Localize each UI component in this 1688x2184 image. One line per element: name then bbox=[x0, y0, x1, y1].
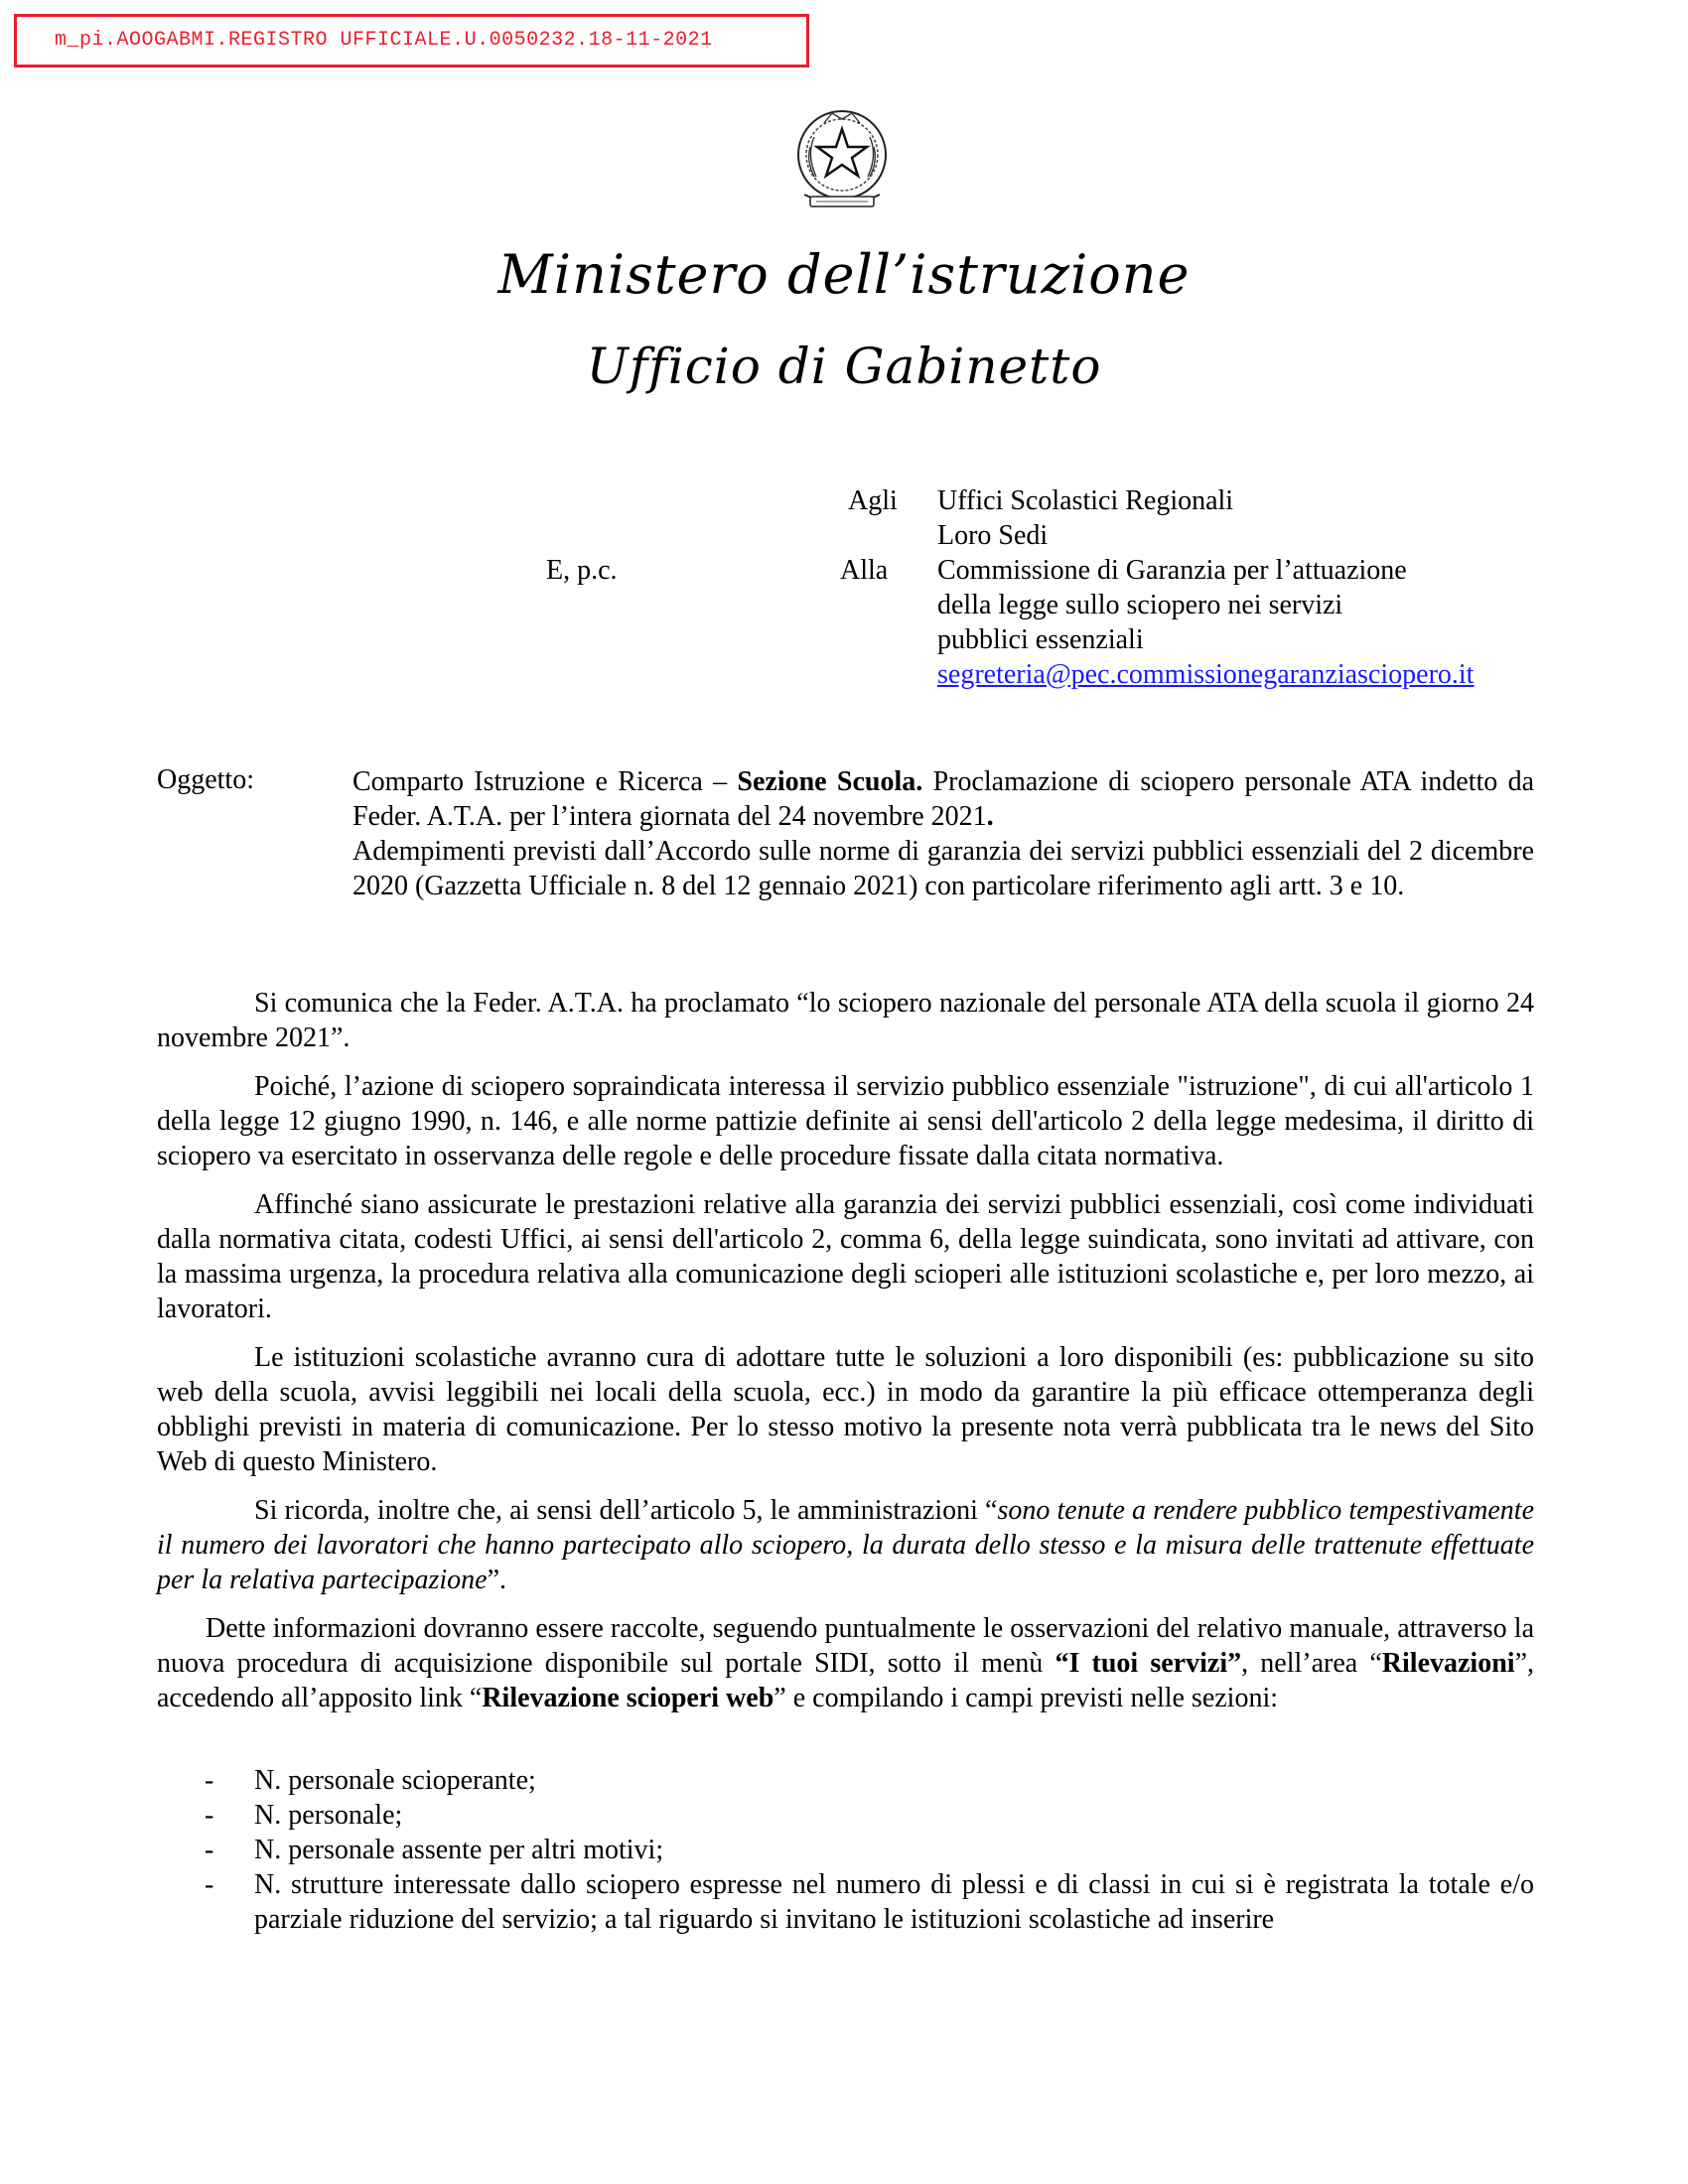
letter-body bbox=[157, 986, 1534, 1937]
subject-part: Proclamazione di sciopero personale ATA indetto da Feder. A.T.A. per l’intera giornata del 24 novembre 2021 bbox=[352, 766, 1534, 832]
recipient-cc-label: Alla bbox=[840, 555, 889, 586]
list-dash: - bbox=[205, 1835, 214, 1865]
list-item-text: N. personale; bbox=[254, 1800, 403, 1831]
recipient-cc-line: della legge sullo sciopero nei servizi bbox=[937, 590, 1343, 620]
list-dash: - bbox=[205, 1765, 214, 1796]
protocol-stamp: m_pi.AOOGABMI.REGISTRO UFFICIALE.U.0050232.18-11-2021 bbox=[14, 14, 809, 68]
recipient-to-line: Loro Sedi bbox=[937, 520, 1049, 551]
recipient-email-link[interactable]: segreteria@pec.commissionegaranziasciopero.it bbox=[937, 659, 1475, 690]
quoted-text: sono tenute a rendere pubblico tempestivamente il numero dei lavoratori che hanno partecipato allo sciopero, la durata dello stesso e la misura delle trattenute effettuate per la relativa partecipazione bbox=[157, 1495, 1535, 1595]
cc-prefix: E, p.c. bbox=[546, 555, 618, 586]
recipient-to-label: Agli bbox=[848, 485, 898, 516]
list-item-text: N. personale assente per altri motivi; bbox=[254, 1835, 664, 1865]
body-paragraph: Poiché, l’azione di sciopero sopraindicata interessa il servizio pubblico essenziale "istruzione", di cui all'articolo 1 della legge 12 giugno 1990, n. 146, e alle norme pattizie definite ai sensi dell'articolo 2 della legge medesima, il diritto di sciopero va esercitato in osservanza delle regole e delle procedure fissate dalla citata normativa. bbox=[157, 1071, 1534, 1171]
subject-part: Comparto Istruzione e Ricerca – bbox=[352, 766, 738, 797]
text-run: ”, accedendo all’apposito link “ bbox=[157, 1648, 1534, 1713]
body-paragraph: Affinché siano assicurate le prestazioni relative alla garanzia dei servizi pubblici essenziali, così come individuati dalla normativa citata, codesti Uffici, ai sensi dell'articolo 2, comma 6, della legge suindicata, sono invitati ad attivare, con la massima urgenza, la procedura relativa alla comunicazione degli scioperi alle istituzioni scolastiche e, per loro mezzo, ai lavoratori. bbox=[157, 1189, 1534, 1324]
body-paragraph bbox=[157, 1493, 1534, 1597]
list-item bbox=[157, 1798, 1534, 1833]
subject-label: Oggetto: bbox=[157, 764, 254, 795]
office-title: Ufficio di Gabinetto bbox=[586, 338, 1102, 395]
text-run: Dette informazioni dovranno essere raccolte, seguendo puntualmente le osservazioni del relativo manuale, attraverso la nuova procedura di acquisizione disponibile sul portale SIDI, sotto il menù bbox=[157, 1613, 1534, 1679]
body-paragraph bbox=[157, 1611, 1534, 1715]
subject-bold: Sezione Scuola. bbox=[737, 766, 923, 797]
subject-fulfilments: Adempimenti previsti dall’Accordo sulle norme di garanzia dei servizi pubblici essenziali del 2 dicembre 2020 (Gazzetta Ufficiale n. 8 del 12 gennaio 2021) con particolare riferimento agli artt. 3 e 10. bbox=[352, 836, 1534, 901]
italian-republic-emblem-icon bbox=[784, 99, 900, 218]
menu-name: “I tuoi servizi” bbox=[1055, 1648, 1242, 1679]
text-run: ”. bbox=[487, 1565, 507, 1595]
text-run: ” e compilando i campi previsti nelle sezioni: bbox=[774, 1683, 1279, 1713]
list-item-text: N. personale scioperante; bbox=[254, 1765, 536, 1796]
list-item bbox=[157, 1833, 1534, 1867]
text-run: , nell’area “ bbox=[1241, 1648, 1382, 1679]
area-name: Rilevazioni bbox=[1381, 1648, 1515, 1679]
subject-bold: . bbox=[986, 801, 994, 832]
list-item bbox=[157, 1763, 1534, 1798]
list-dash: - bbox=[205, 1800, 214, 1831]
ministry-title: Ministero dell’istruzione bbox=[497, 243, 1191, 306]
list-dash: - bbox=[205, 1869, 214, 1900]
body-paragraph: Si comunica che la Feder. A.T.A. ha proclamato “lo sciopero nazionale del personale ATA della scuola il giorno 24 novembre 2021”. bbox=[157, 988, 1534, 1053]
recipient-cc-line: Commissione di Garanzia per l’attuazione bbox=[937, 555, 1407, 586]
body-paragraph: Le istituzioni scolastiche avranno cura di adottare tutte le soluzioni a loro disponibili (es: pubblicazione su sito web della scuola, avvisi leggibili nei locali della scuola, ecc.) in modo da garantire la più efficace ottemperanza degli obblighi previsti in materia di comunicazione. Per lo stesso motivo la presente nota verrà pubblicata tra le news del Sito Web di questo Ministero. bbox=[157, 1342, 1534, 1477]
subject-text bbox=[352, 764, 1534, 903]
list-item bbox=[157, 1867, 1534, 1937]
data-fields-list bbox=[157, 1763, 1534, 1937]
link-name: Rilevazione scioperi web bbox=[482, 1683, 774, 1713]
text-run: Si ricorda, inoltre che, ai sensi dell’articolo 5, le amministrazioni “ bbox=[254, 1495, 998, 1526]
list-item-text: N. strutture interessate dallo sciopero espresse nel numero di plessi e di classi in cui si è registrata la totale e/o parziale riduzione del servizio; a tal riguardo si invitano le istituzioni scolastiche ad inserire bbox=[254, 1869, 1534, 1935]
recipient-cc-line: pubblici essenziali bbox=[937, 624, 1144, 655]
recipient-to-line: Uffici Scolastici Regionali bbox=[937, 485, 1234, 516]
